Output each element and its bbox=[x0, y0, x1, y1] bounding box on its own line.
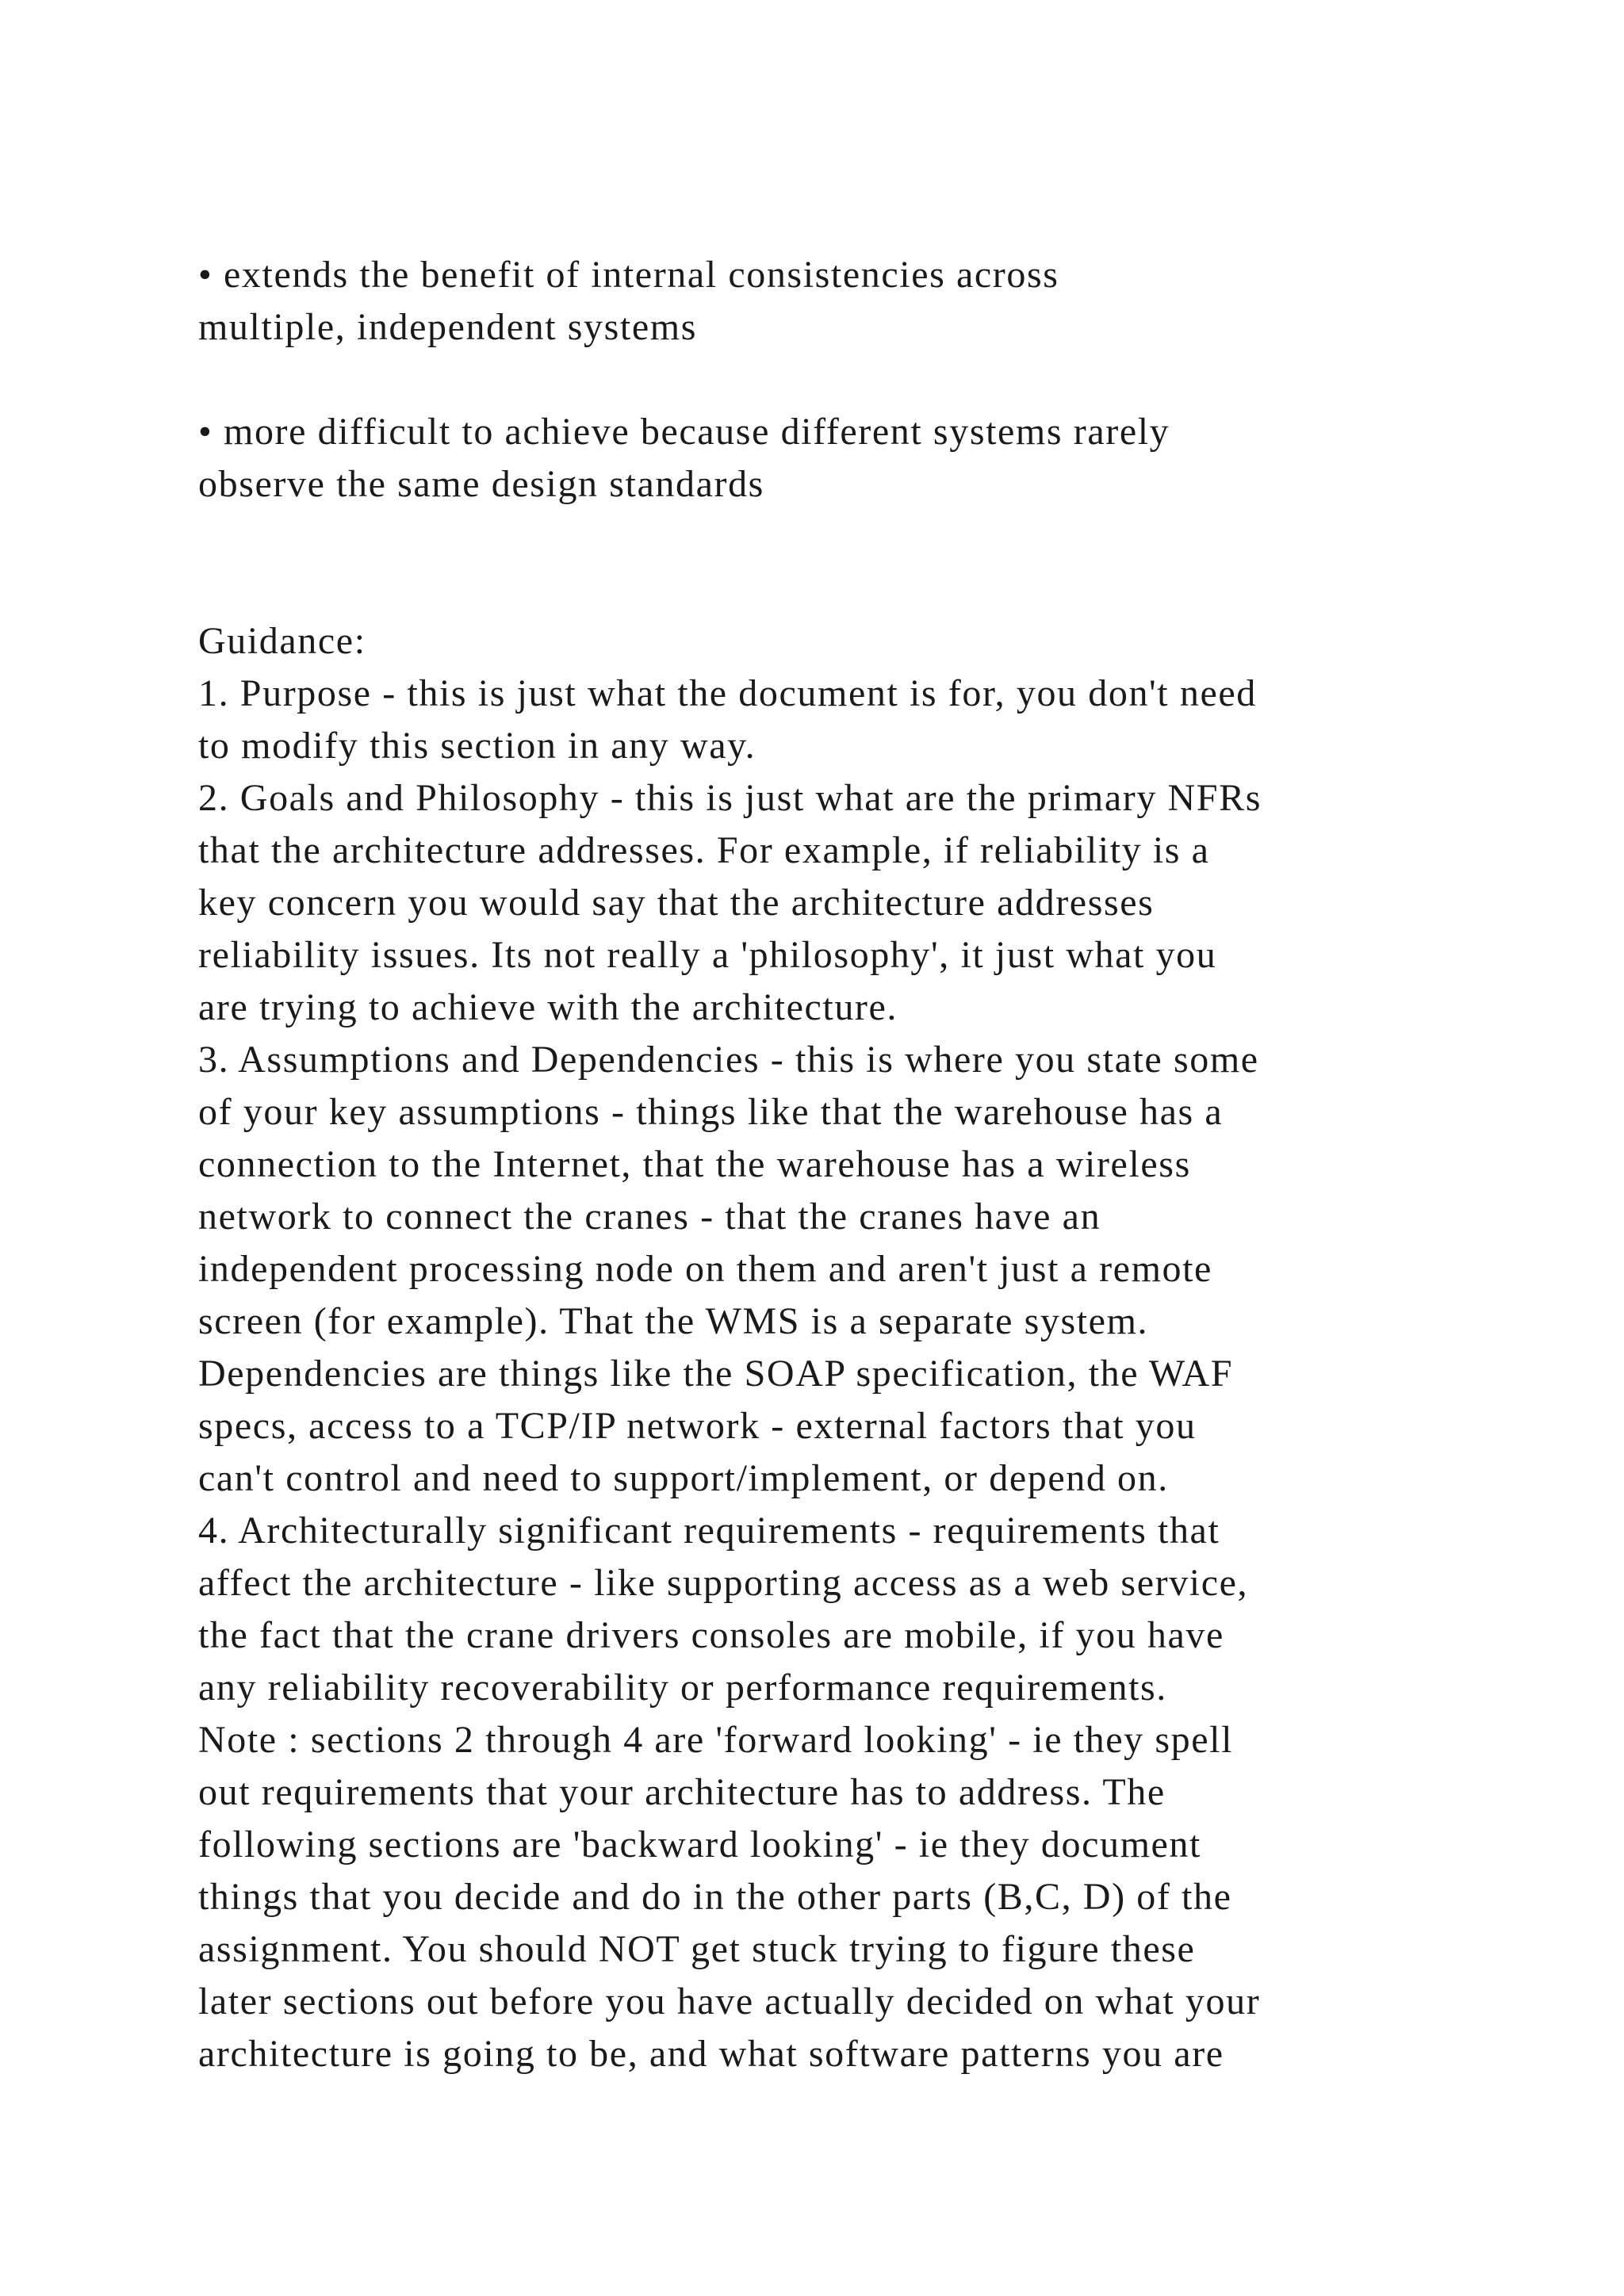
text-line: connection to the Internet, that the warehouse has a wireless bbox=[198, 1143, 1191, 1185]
text-line: network to connect the cranes - that the cranes have an bbox=[198, 1196, 1101, 1238]
text-line: specs, access to a TCP/IP network - external factors that you bbox=[198, 1405, 1197, 1447]
text-line: of your key assumptions - things like that the warehouse has a bbox=[198, 1091, 1224, 1133]
guidance-section bbox=[198, 615, 1546, 2080]
text-line: multiple, independent systems bbox=[198, 306, 697, 348]
text-line: screen (for example). That the WMS is a separate system. bbox=[198, 1300, 1149, 1342]
text-line: can't control and need to support/implement, or depend on. bbox=[198, 1457, 1169, 1499]
text-line: Note : sections 2 through 4 are 'forward looking' - ie they spell bbox=[198, 1719, 1234, 1761]
bullet-design-standards bbox=[198, 406, 1546, 511]
text-line: 4. Architecturally significant requirements - requirements that bbox=[198, 1510, 1220, 1552]
text-line: 2. Goals and Philosophy - this is just what are the primary NFRs bbox=[198, 777, 1262, 819]
text-line: 3. Assumptions and Dependencies - this is where you state some bbox=[198, 1039, 1259, 1081]
text-line: to modify this section in any way. bbox=[198, 725, 756, 767]
text-line: independent processing node on them and aren't just a remote bbox=[198, 1248, 1212, 1290]
text-line: Dependencies are things like the SOAP specification, the WAF bbox=[198, 1353, 1234, 1395]
text-line: architecture is going to be, and what software patterns you are bbox=[198, 2033, 1224, 2075]
text-line: out requirements that your architecture has to address. The bbox=[198, 1771, 1166, 1813]
text-line: affect the architecture - like supporting access as a web service, bbox=[198, 1562, 1249, 1604]
text-line: following sections are 'backward looking' - ie they document bbox=[198, 1823, 1201, 1866]
text-line: • more difficult to achieve because different systems rarely bbox=[198, 411, 1170, 453]
text-line: observe the same design standards bbox=[198, 463, 764, 505]
text-line: any reliability recoverability or performance requirements. bbox=[198, 1667, 1167, 1709]
text-line: that the architecture addresses. For example, if reliability is a bbox=[198, 829, 1210, 871]
text-line: 1. Purpose - this is just what the document is for, you don't need bbox=[198, 672, 1257, 714]
text-line: key concern you would say that the architecture addresses bbox=[198, 882, 1155, 924]
text-line: are trying to achieve with the architecture. bbox=[198, 986, 898, 1028]
text-line: • extends the benefit of internal consistencies across bbox=[198, 254, 1059, 296]
bullet-internal-consistencies bbox=[198, 249, 1546, 354]
text-line: assignment. You should NOT get stuck trying to figure these bbox=[198, 1928, 1196, 1970]
text-line: the fact that the crane drivers consoles are mobile, if you have bbox=[198, 1614, 1224, 1656]
text-line: things that you decide and do in the other parts (B,C, D) of the bbox=[198, 1876, 1232, 1918]
text-line: reliability issues. Its not really a 'philosophy', it just what you bbox=[198, 934, 1217, 976]
guidance-heading: Guidance: bbox=[198, 620, 366, 662]
text-line: later sections out before you have actually decided on what your bbox=[198, 1980, 1261, 2022]
